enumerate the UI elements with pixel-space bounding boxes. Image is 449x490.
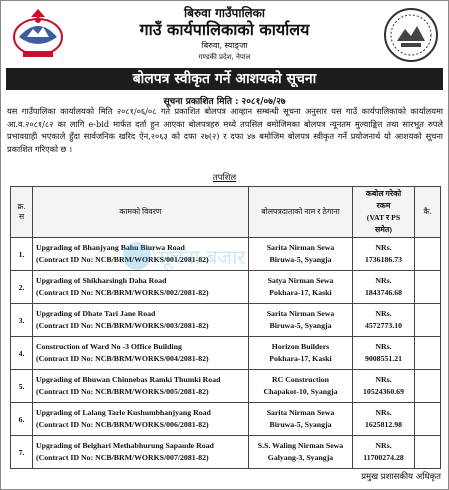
office-location: बिरुवा, स्याङ्जा (201, 41, 248, 50)
amount-currency: NRs. (375, 408, 392, 417)
row-sn: 5. (11, 370, 33, 403)
header-amount: कबोल गरेको रकम (VAT र PS समेत) (353, 187, 415, 238)
amount-value: 11700274.28 (363, 453, 404, 462)
row-remarks (415, 403, 441, 436)
vendor-name: Horizon Builders (271, 342, 330, 351)
contract-id: (Contract ID No: NCB/BRM/WORKS/006/2081-82) (36, 420, 209, 429)
vendor-address: Biruwa-5, Syangja (269, 321, 332, 330)
row-remarks (415, 271, 441, 304)
table-row (11, 337, 441, 370)
table-header-row (11, 187, 441, 238)
row-work (33, 337, 249, 370)
row-amount (353, 403, 415, 436)
amount-currency: NRs. (375, 375, 392, 384)
vendor-address: Galyang-3, Syangja (267, 453, 334, 462)
work-title: Upgrading of Lalang Tarle Kushumbhanjyang Road (36, 408, 211, 417)
row-sn: 1. (11, 238, 33, 271)
amount-value: 10524360.69 (363, 387, 404, 396)
work-title: Upgrading of Bhuwan Chinnebas Ramki Thumki Road (36, 375, 221, 384)
signatory: प्रमुख प्रशासकीय अधिकृत (361, 472, 441, 482)
row-remarks (415, 304, 441, 337)
notice-body: यस गाउँपालिका कार्यालयको मिति २०८१/०६/०८ गते प्रकाशित बोलपत्र आव्हान सम्बन्धी सूचना अनुसार यस गाउँ कार्यपालिकाको कार्यालयमा आ.व.२०८१/८२ का लागि e-bid मार्फत दर्ता हुन आएका बोलपत्रहरु मध्ये तपसिल बमोजिमका बोलपत्र न्यूनतम मुल्याङ्कित तथा सारभूत रुपले प्रभावग्राही भएकाले हुँदा सार्वजनिक खरिद ऐन,२०६३ को दफा २७(२) र दफा ४७ बमोजिम बोलपत्र स्वीकृत गर्ने प्रयोजनार्थ यो आशयको सूचना प्रकाशित गरिएको छ । (7, 106, 443, 154)
contract-id: (Contract ID No: NCB/BRM/WORKS/003/2081-82) (36, 321, 209, 330)
amount-value: 1736186.73 (364, 255, 403, 264)
header-work: कामको विवरण (33, 187, 249, 238)
row-sn: 2. (11, 271, 33, 304)
amount-currency: NRs. (375, 441, 392, 450)
row-vendor (249, 370, 353, 403)
table-label: तपशिल (212, 173, 237, 183)
contract-id: (Contract ID No: NCB/BRM/WORKS/001/2081-82) (36, 255, 209, 264)
row-vendor (249, 238, 353, 271)
municipality-seal-icon (383, 7, 439, 63)
amount-value: 4572773.10 (364, 321, 403, 330)
vendor-name: S.S. Waling Nirman Sewa (257, 441, 344, 450)
table-row (11, 304, 441, 337)
vendor-address: Pokhara-17, Kaski (269, 354, 332, 363)
contract-id: (Contract ID No: NCB/BRM/WORKS/007/2081-82) (36, 453, 209, 462)
row-vendor (249, 436, 353, 469)
work-title: Upgrading of Dhate Tari Jane Road (36, 309, 156, 318)
vendor-address: Biruwa-5, Syangja (269, 255, 332, 264)
amount-currency: NRs. (375, 342, 392, 351)
row-amount (353, 271, 415, 304)
vendor-address: Pokhara-17, Kaski (269, 288, 332, 297)
header-remarks: कै. (415, 187, 441, 238)
row-amount (353, 436, 415, 469)
table-row (11, 271, 441, 304)
office-name: गाउँ कार्यपालिकाको कार्यालय (139, 20, 310, 39)
header-vendor: बोलपत्रदाताको नाम र ठेगाना (249, 187, 353, 238)
bid-award-table (10, 186, 441, 469)
row-amount (353, 337, 415, 370)
row-remarks (415, 238, 441, 271)
row-work (33, 370, 249, 403)
row-sn: 7. (11, 436, 33, 469)
work-title: Upgrading of Shikharsingh Daha Road (36, 276, 167, 285)
contract-id: (Contract ID No: NCB/BRM/WORKS/004/2081-82) (36, 354, 209, 363)
amount-currency: NRs. (375, 276, 392, 285)
vendor-name: Sarita Nirman Sewa (266, 408, 335, 417)
work-title: Construction of Ward No -3 Office Building (36, 342, 182, 351)
row-work (33, 304, 249, 337)
row-vendor (249, 403, 353, 436)
row-work (33, 271, 249, 304)
table-row (11, 370, 441, 403)
vendor-name: RC Construction (272, 375, 329, 384)
row-work (33, 436, 249, 469)
amount-value: 1625812.98 (364, 420, 403, 429)
table-row (11, 403, 441, 436)
amount-value: 9008551.21 (364, 354, 403, 363)
row-vendor (249, 304, 353, 337)
table-row (11, 238, 441, 271)
vendor-address: Chapakot-10, Syangja (263, 387, 338, 396)
vendor-name: Sarita Nirman Sewa (266, 309, 335, 318)
row-remarks (415, 370, 441, 403)
letterhead (1, 1, 448, 69)
amount-currency: NRs. (375, 243, 392, 252)
header-sn: क्र. स (11, 187, 33, 238)
work-title: Upgrading of Bhanjyang Bahu Biurwa Road (36, 243, 185, 252)
amount-value: 1843746.68 (364, 288, 403, 297)
row-work (33, 238, 249, 271)
contract-id: (Contract ID No: NCB/BRM/WORKS/005/2081-82) (36, 387, 209, 396)
office-province: गण्डकी प्रदेश, नेपाल (198, 53, 251, 61)
row-vendor (249, 337, 353, 370)
row-amount (353, 304, 415, 337)
vendor-name: Satya Nirman Sewa (267, 276, 334, 285)
row-sn: 6. (11, 403, 33, 436)
row-sn: 4. (11, 337, 33, 370)
row-remarks (415, 436, 441, 469)
work-title: Upgrading of Belghari Methabhurung Sapaude Road (36, 441, 214, 450)
published-date: सूचना प्रकाशित मिति : २०८१/०७/२७ (163, 97, 286, 107)
row-remarks (415, 337, 441, 370)
row-amount (353, 238, 415, 271)
amount-currency: NRs. (375, 309, 392, 318)
watermark-text: सूचना बजार (157, 245, 246, 269)
row-work (33, 403, 249, 436)
notice-title-banner: बोलपत्र स्वीकृत गर्ने आशयको सूचना (6, 68, 443, 90)
vendor-address: Biruwa-5, Syangja (269, 420, 332, 429)
contract-id: (Contract ID No: NCB/BRM/WORKS/002/2081-82) (36, 288, 209, 297)
row-sn: 3. (11, 304, 33, 337)
municipality-name: बिरुवा गाउँपालिका (183, 6, 266, 20)
table-row (11, 436, 441, 469)
row-vendor (249, 271, 353, 304)
vendor-name: Sarita Nirman Sewa (266, 243, 335, 252)
row-amount (353, 370, 415, 403)
